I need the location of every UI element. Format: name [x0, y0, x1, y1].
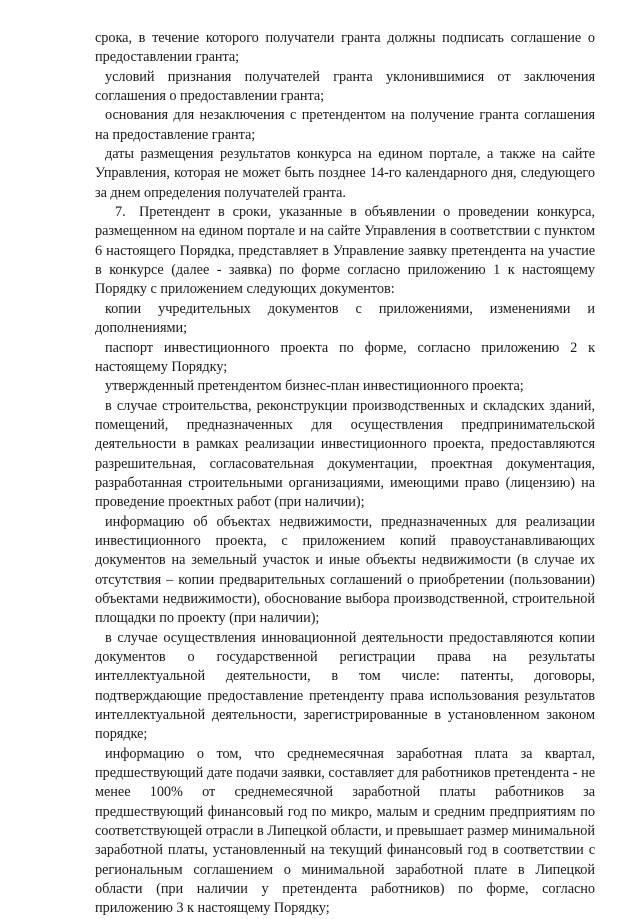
clause-7-text: Претендент в сроки, указанные в объявлении о проведении конкурса, размещенном на едином портале и на сайте Управления в соответствии с пунктом 6 настоящего Порядка, представляет в Управление заявку претендента на участие в конкурсе (далее - заявка) по форме согласно приложению 1 к настоящему Порядку с приложением следующих документов:: [95, 204, 595, 298]
document-page: [95, 29, 595, 919]
paragraph-grant-signing-term: срока, в течение которого получатели гранта должны подписать соглашение о предоставлении гранта;: [95, 30, 595, 66]
paragraph-founding-documents: копии учредительных документов с приложениями, изменениями и дополнениями;: [95, 300, 595, 337]
clause-number: 7.: [115, 204, 126, 221]
paragraph-business-plan: утвержденный претендентом бизнес-план инвестиционного проекта;: [105, 378, 524, 395]
paragraph-real-estate-info: информацию об объектах недвижимости, предназначенных для реализации инвестиционного проекта, с приложением копий правоустанавливающих документов на земельный участок и иные объекты недвижимости (в случае их отсутствия – копии предварительных соглашений о приобретении (пользовании) объектами недвижимости), обоснование выбора производственной, строительной площадки по проекту (при наличии);: [95, 513, 595, 627]
paragraph-non-conclusion-grounds: основания для незаключения с претендентом на получение гранта соглашения на предоставление гранта;: [95, 107, 595, 143]
paragraph-salary-info: информацию о том, что среднемесячная заработная плата за квартал, предшествующий дате подачи заявки, составляет для работников претендента - не менее 100% от среднемесячной заработной платы работников за предшествующий финансовый год по микро, малым и средним предприятиям по соответствующей отрасли в Липецкой области, и превышает размер минимальной заработной платы, установленный на текущий финансовый год в соответствии с региональным соглашением о минимальной заработной плате в Липецкой области (при наличии у претендента работников) по форме, согласно приложению 3 к настоящему Порядку;: [95, 745, 595, 917]
paragraph-evasion-conditions: условий признания получателей гранта уклонившимися от заключения соглашения о предоставлении гранта;: [95, 68, 595, 105]
paragraph-project-passport: паспорт инвестиционного проекта по форме, согласно приложению 2 к настоящему Порядку;: [95, 339, 595, 375]
paragraph-innovation-documents: в случае осуществления инновационной деятельности предоставляются копии документов о государственной регистрации права на результаты интеллектуальной деятельности, в том числе: патенты, договоры, подтверждающие предоставление претенденту права использования результатов интеллектуальной деятельности, зарегистрированные в установленном законом порядке;: [95, 629, 595, 743]
paragraph-construction-documents: в случае строительства, реконструкции производственных и складских зданий, помещений, предназначенных для осуществления предпринимательской деятельности в рамках реализации инвестиционного проекта, предоставляются разрешительная, согласовательная документации, проектная документация, разработанная строительными организациями, имеющими право (лицензию) на проведение проектных работ (при наличии);: [95, 397, 595, 511]
paragraph-results-publication-date: даты размещения результатов конкурса на едином портале, а также на сайте Управления, которая не может быть позднее 14-го календарного дня, следующего за днем определения получателей гранта.: [95, 146, 595, 201]
paragraph-clause-7: [95, 203, 595, 300]
